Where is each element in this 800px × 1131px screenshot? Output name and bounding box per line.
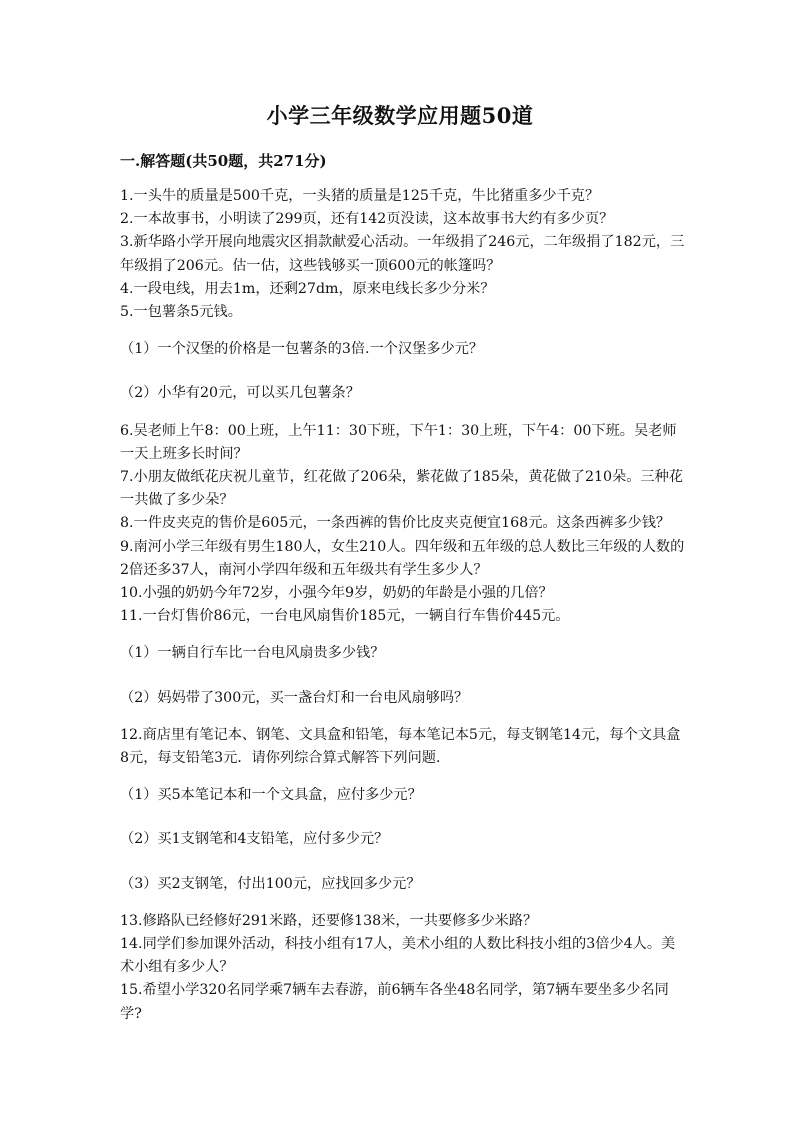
question-14: 14.同学们参加课外活动，科技小组有17人，美术小组的人数比科技小组的3倍少4人。美术小组有多少人？ [120, 936, 676, 976]
question-12-part-1: （1）买5本笔记本和一个文具盒，应付多少元？ [120, 787, 422, 804]
question-13: 13.修路队已经修好291米路，还要修138米，一共要修多少米路？ [120, 912, 538, 929]
question-list [120, 185, 685, 1026]
question-2: 2.一本故事书，小明读了299页，还有142页没读，这本故事书大约有多少页？ [120, 211, 614, 228]
question-10: 10.小强的奶奶今年72岁，小强今年9岁，奶奶的年龄是小强的几倍？ [120, 585, 553, 602]
question-6: 6.吴老师上午8：00上班，上午11：30下班，下午1：30上班，下午4：00下班。吴老师一天上班多长时间？ [120, 422, 677, 462]
question-11: 11.一台灯售价86元，一台电风扇售价185元，一辆自行车售价445元。 [120, 608, 570, 625]
question-11-part-2: （2）妈妈带了300元，买一盏台灯和一台电风扇够吗？ [120, 689, 469, 706]
question-3: 3.新华路小学开展向地震灾区捐款献爱心活动。一年级捐了246元，二年级捐了182元，三年级捐了206元。估一估，这些钱够买一顶600元的帐篷吗？ [120, 234, 685, 274]
page-title: 小学三年级数学应用题50道 [266, 103, 534, 128]
question-12: 12.商店里有笔记本、钢笔、文具盒和铅笔，每本笔记本5元，每支钢笔14元，每个文具盒8元，每支铅笔3元．请你列综合算式解答下列问题． [120, 726, 681, 767]
question-5-part-1: （1）一个汉堡的价格是一包薯条的3倍.一个汉堡多少元？ [120, 341, 484, 358]
question-7: 7.小朋友做纸花庆祝儿童节，红花做了206朵，紫花做了185朵，黄花做了210朵。三种花一共做了多少朵？ [120, 469, 683, 509]
question-8: 8.一件皮夹克的售价是605元，一条西裤的售价比皮夹克便宜168元。这条西裤多少钱？ [120, 515, 671, 532]
question-5-part-2: （2）小华有20元，可以买几包薯条？ [120, 385, 360, 402]
question-12-part-3: （3）买2支钢笔，付出100元，应找回多少元？ [120, 875, 421, 892]
question-4: 4.一段电线，用去1m，还剩27dm，原来电线长多少分米？ [120, 280, 495, 297]
section-heading: 一.解答题(共50题，共271分) [120, 152, 327, 170]
question-1: 1.一头牛的质量是500千克，一头猪的质量是125千克，牛比猪重多少千克？ [120, 188, 600, 204]
question-12-part-2: （2）买1支钢笔和4支铅笔，应付多少元？ [120, 831, 389, 848]
question-15: 15.希望小学320名同学乘7辆车去春游，前6辆车各坐48名同学，第7辆车要坐多少名同学? [120, 982, 669, 1022]
question-5: 5.一包薯条5元钱。 [120, 304, 242, 321]
question-9: 9.南河小学三年级有男生180人，女生210人。四年级和五年级的总人数比三年级的人数的2倍还多37人，南河小学四年级和五年级共有学生多少人？ [120, 538, 685, 578]
question-11-part-1: （1）一辆自行车比一台电风扇贵多少钱？ [120, 645, 385, 662]
